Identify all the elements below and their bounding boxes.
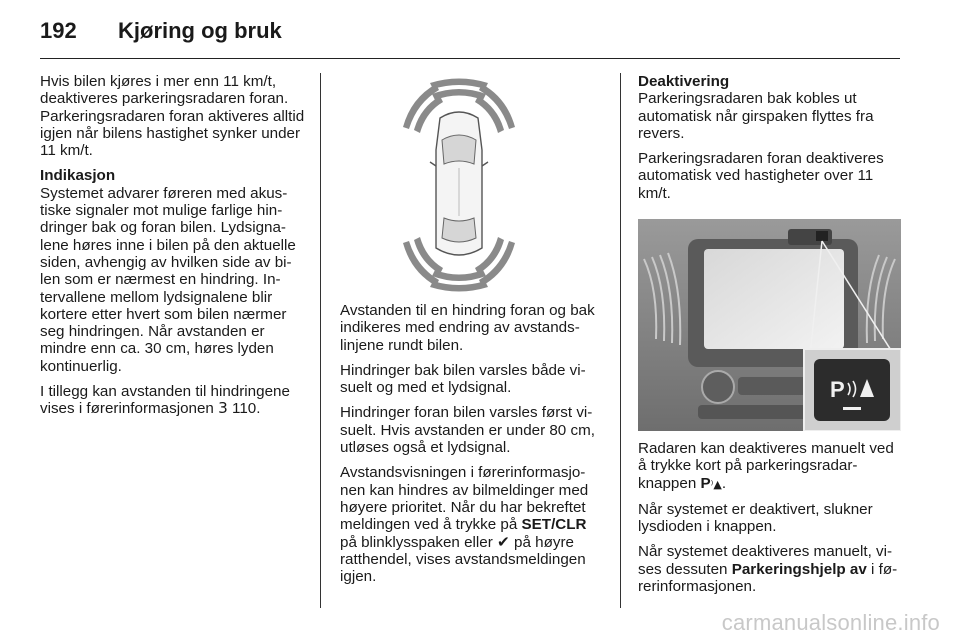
column-right-lower-text [638, 440, 903, 603]
paragraph: Hindringer bak bilen varsles både vi-suelt og med et lydsignal. [340, 361, 586, 397]
column-divider [320, 73, 321, 608]
header-rule [40, 58, 900, 59]
paragraph [40, 383, 306, 418]
column-middle-text [340, 302, 604, 593]
watermark: carmanualsonline.info [721, 610, 940, 635]
paragraph-text: Radaren kan deaktiveres manuelt ved å trykke kort på parkeringsradar-knappen [638, 440, 894, 492]
control-knob [702, 371, 734, 403]
infotainment-screen [704, 249, 844, 349]
paragraph [638, 543, 903, 595]
paragraph [638, 73, 903, 142]
parking-sensor-diagram [396, 78, 522, 292]
paragraph-text: Når systemet deaktiveres manuelt, vi-ses dessuten [638, 543, 893, 578]
page-number: 192 [40, 18, 77, 43]
paragraph: Når systemet er deaktivert, slukner lysdioden i knappen. [638, 500, 873, 536]
paragraph-text: på høyre ratthendel, vises avstandsmeldingen igjen. [340, 533, 586, 586]
paragraph-text: på blinklysspaken eller [340, 533, 493, 551]
paragraph [340, 464, 604, 585]
paragraph-text: Avstandsvisningen i førerinformasjo-nen kan hindres av bilmeldinger med høyere prioritet. Når du har bekreftet meldingen ved å trykke på [340, 464, 589, 534]
section-heading: Deaktivering [638, 73, 730, 90]
page-header [40, 18, 282, 48]
section-heading: Indikasjon [40, 167, 116, 185]
paragraph-text: I tillegg kan avstanden til hindringene vises i førerinformasjonen [40, 383, 290, 418]
paragraph-text: Systemet advarer føreren med akus-tiske signaler mot mulige farlige hin-dringer bak og foran bilen. Lydsigna-lene høres inne i bilen på den aktuelle siden, avhengig av hvilken side av bi-len som er nærmest en hindring. In-tervallene mellom lydsignalene blir kortere etter hvert som bilen nærmer seg hindringen. Når avstanden er mindre enn ca. 30 cm, høres lyden kontinuerlig. [40, 184, 296, 375]
parking-sensor-icon: ⁾▲ [710, 477, 722, 491]
car-top-view [430, 112, 488, 255]
paragraph: Hindringer foran bilen varsles først vi-suelt. Hvis avstanden er under 80 cm, utløses også et lydsignal. [340, 404, 595, 457]
parking-button-symbol: P [700, 474, 711, 492]
led-indicator [843, 407, 861, 410]
paragraph-text: i fø-rerinformasjonen. [638, 560, 898, 596]
paragraph-text: Parkeringsradaren bak kobles ut automatisk når girspaken flyttes fra revers. [638, 90, 874, 142]
paragraph: Hvis bilen kjøres i mer enn 11 km/t, deaktiveres parkeringsradaren foran. Parkeringsradaren foran aktiveres alltid igjen når bilens hastighet synker under 11 km/t. [40, 73, 305, 160]
parking-assist-off-label: Parkeringshjelp av [731, 560, 867, 578]
zoomed-parking-button [804, 349, 901, 431]
column-right [638, 73, 903, 596]
page-reference-icon: 3 [218, 399, 228, 418]
paragraph: Parkeringsradaren foran deaktiveres automatisk ved hastigheter over 11 km/t. [638, 150, 884, 202]
parking-sensor-button-small [816, 231, 828, 241]
paragraph: Avstanden til en hindring foran og bak indikeres med endring av avstands-linjene rundt bilen. [340, 302, 595, 354]
chapter-title: Kjøring og bruk [118, 18, 282, 43]
column-divider [620, 73, 621, 608]
paragraph: Radaren kan deaktiveres manuelt ved å trykke kort på parkeringsradar-knappen P⁾▲. [638, 440, 894, 492]
dashboard-button-photo [638, 219, 901, 431]
paragraph [40, 167, 306, 375]
checkmark-icon: ✔ [497, 532, 510, 551]
column-left [40, 73, 306, 426]
page-reference-link[interactable]: 110. [232, 400, 261, 418]
set-clr-label: SET/CLR [521, 516, 587, 534]
button-label: P [830, 377, 845, 402]
